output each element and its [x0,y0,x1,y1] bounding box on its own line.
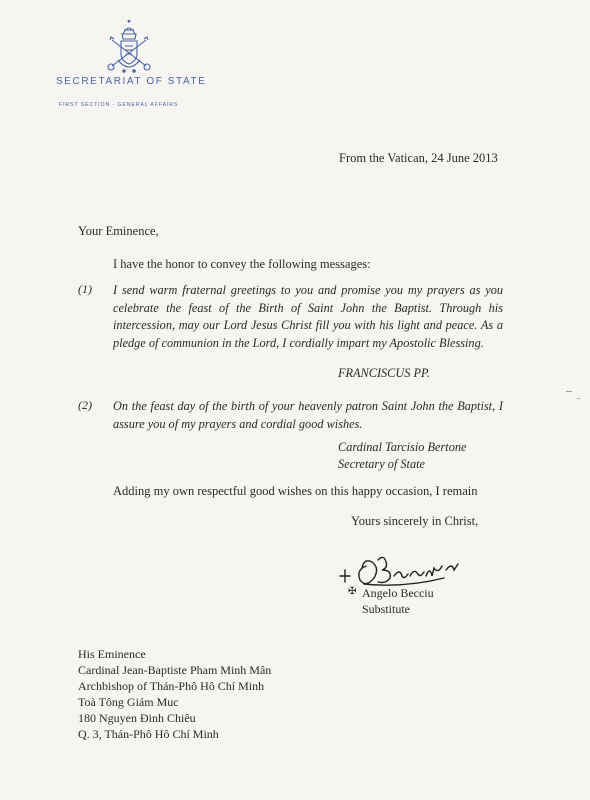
message-signatory-name: Cardinal Tarcisio Bertone [338,440,467,454]
closing-paragraph: Adding my own respectful good wishes on this happy occasion, I remain [113,484,478,498]
address-line: Archbishop of Thán-Phô Hô Chí Minh [78,679,265,693]
address-line: Q. 3, Thán-Phô Hô Chí Minh [78,727,219,741]
dateline: From the Vatican, 24 June 2013 [339,151,498,165]
signer-title: Substitute [362,602,411,616]
signer-name: Angelo Becciu [362,586,434,600]
address-line: His Eminence [78,647,146,661]
message-signatory-title: Secretary of State [338,457,425,471]
papal-crest-icon [106,20,152,74]
salutation: Your Eminence, [78,224,159,238]
address-line: Toà Tông Giám Muc [78,695,179,709]
cross-icon: ✠ [348,586,357,597]
scan-speck [577,398,580,399]
organization-section: FIRST SECTION - GENERAL AFFAIRS [59,102,179,108]
intro-paragraph: I have the honor to convey the following messages: [113,257,371,271]
message-number: (1) [78,282,92,296]
address-line: Cardinal Jean-Baptiste Pham Minh Mân [78,663,272,677]
scan-speck [566,391,572,392]
organization-name: SECRETARIAT OF STATE [56,76,207,87]
address-line: 180 Nguyen Ðinh Chiêu [78,711,196,725]
message-text: I send warm fraternal greetings to you and promise you my prayers as you celebrate the feast of the Birth of Saint John the Baptist. Through his intercession, may our Lord Jesus Christ fill you with his light and peace. As a pledge of communion in the Lord, I cordially impart my Apostolic Blessing. [113,283,503,350]
message-signatory: FRANCISCUS PP. [338,366,430,380]
valediction: Yours sincerely in Christ, [351,514,479,528]
message-text: On the feast day of the birth of your heavenly patron Saint John the Baptist, I assure you of my prayers and cordial good wishes. [113,399,503,431]
message-number: (2) [78,398,92,412]
